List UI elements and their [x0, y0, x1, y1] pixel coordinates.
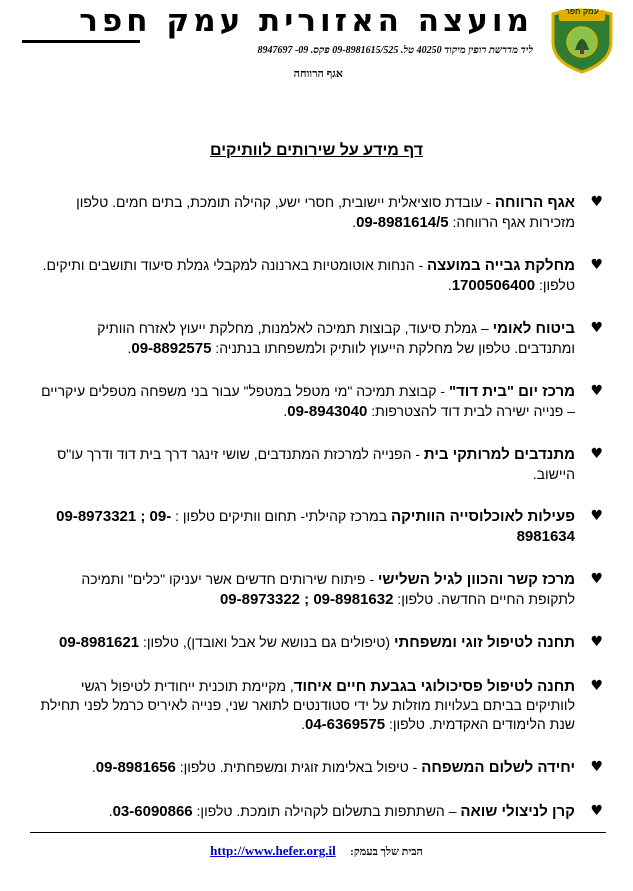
footer-rule — [30, 832, 606, 833]
heart-bullet-icon: ♥ — [590, 508, 603, 524]
service-text: , מקיימת תוכנית ייחודית לטיפול רגשי לוותיקים בביתם בעלויות מוזלות על ידי סטודנטים לתואר שני, פנייה לאיריס כרמל לפני תחילת שנת הלימודים האקדמית. טלפון: — [40, 677, 575, 732]
service-text: - קבוצת תמיכה "מי מטפל במטפל" עבור בני משפחה מטפלים עיקריים – פנייה ישירה לבית דוד להצטרפות: — [41, 383, 575, 419]
service-phone: 03-6090866 — [112, 802, 193, 820]
council-address: ליד מדרשת רופין מיקוד 40250 טל. 09-8981615/525 פקס. 09- 8947697 — [257, 45, 533, 56]
service-text: (טיפולים גם בנושא של אבל ואובדן), טלפון: — [139, 634, 394, 650]
service-phone: 09-8981621 — [58, 634, 140, 651]
department-name: אגף הרווחה — [293, 68, 343, 80]
list-item: ♥ תחנה לטיפול פסיכולוגי בגבעת חיים איחוד, מקיימת תוכנית ייחודית לטיפול רגשי לוותיקים בביתם בעלויות מוזלות על ידי סטודנטים לתואר שני, פנייה לאיריס כרמל לפני תחילת שנת הלימודים האקדמית. טלפון: 04-6369575. — [40, 677, 603, 733]
website-link[interactable]: http://www.hefer.org.il — [210, 843, 336, 858]
header-rule — [22, 40, 140, 43]
service-text: - פיתוח שירותים חדשים אשר יעניקו "כלים" ותמיכה לתקופת החיים החדשה. טלפון: — [81, 571, 575, 607]
heart-bullet-icon: ♥ — [590, 194, 603, 210]
service-phone: 09-8981656 — [95, 759, 176, 776]
service-phone: 09-8981614/5 — [356, 213, 449, 231]
council-name: מועצה האזורית עמק חפר — [79, 3, 533, 39]
service-name: מתנדבים למרותקי בית — [423, 446, 575, 463]
footer — [0, 842, 633, 860]
service-phone: 04-6369575 — [305, 715, 386, 733]
list-item — [33, 570, 603, 609]
list-item — [33, 633, 603, 653]
list-item: ♥ ביטוח לאומי – גמלת סיעוד, קבוצות תמיכה לאלמנות, מחלקת ייעוץ לאזרח הוותיק ומתנדבים. טלפון של מחלקת הייעוץ לוותיק ולמשפחתו בנתניה: 09-8892575. — [97, 320, 603, 357]
heart-bullet-icon: ♥ — [590, 759, 603, 775]
service-text: - עובדת סוציאלית יישובית, חסרי ישע, קהילה תומכת, בתים חמים. טלפון מזכירות אגף הרווחה: — [76, 194, 575, 230]
heart-bullet-icon: ♥ — [590, 677, 603, 694]
list-item: ♥ מרכז יום "בית דוד" - קבוצת תמיכה "מי מטפל במטפל" עבור בני משפחה מטפלים עיקריים – פנייה ישירה לבית דוד להצטרפות: 09-8943040. — [41, 383, 603, 420]
service-phone: 09-8892575 — [131, 339, 212, 357]
service-text: - טיפול באלימות זוגית ומשפחתית. טלפון: — [175, 759, 422, 775]
service-name: תחנה לטיפול זוגי ומשפחתי — [393, 634, 575, 651]
footer-label: הבית שלך בעמק: — [350, 846, 423, 858]
list-item: ♥ אגף הרווחה - עובדת סוציאלית יישובית, חסרי ישע, קהילה תומכת, בתים חמים. טלפון מזכירות אגף הרווחה: 09-8981614/5. — [76, 194, 603, 231]
service-text: – השתתפות בתשלום לקהילה תומכת. טלפון: — [192, 802, 461, 819]
service-name: תחנה לטיפול פסיכולוגי בגבעת חיים איחוד — [293, 677, 575, 695]
service-name: קרן לניצולי שואה — [460, 802, 575, 820]
heart-bullet-icon: ♥ — [590, 257, 603, 273]
service-name: מרכז קשר והכוון לגיל השלישי — [377, 571, 575, 588]
heart-bullet-icon: ♥ — [590, 802, 603, 819]
heart-bullet-icon: ♥ — [590, 571, 603, 587]
list-item — [33, 507, 603, 546]
heart-bullet-icon: ♥ — [590, 446, 603, 462]
services-list — [33, 193, 603, 845]
heart-bullet-icon: ♥ — [590, 383, 603, 399]
service-text: – גמלת סיעוד, קבוצות תמיכה לאלמנות, מחלקת ייעוץ לאזרח הוותיק ומתנדבים. טלפון של מחלקת הייעוץ לוותיק ולמשפחתו בנתניה: — [97, 320, 575, 356]
service-text: - הפנייה למרכזת המתנדבים, שושי זינגר דרך בית דוד ודרך עו"ס היישוב. — [57, 446, 575, 482]
service-text: במרכז קהילתי- תחום וותיקים טלפון : — [171, 508, 391, 524]
service-phone: 09-8973321 ; 09-8981634 — [56, 508, 575, 545]
service-text: - הנחות אוטומטיות בארנונה למקבלי גמלת סיעוד ותושבים ותיקים. טלפון: — [42, 257, 575, 293]
service-phone: 1700506400 — [451, 276, 536, 294]
service-phone: 09-8943040 — [287, 402, 368, 420]
service-name: פעילות לאוכלוסייה הוותיקה — [390, 508, 575, 525]
service-name: מרכז יום "בית דוד" — [448, 383, 575, 400]
service-name: אגף הרווחה — [494, 194, 575, 211]
document-title-wrap — [0, 141, 633, 161]
heart-bullet-icon: ♥ — [590, 634, 603, 650]
service-phone: 09-8973322 ; 09-8981632 — [219, 590, 394, 608]
list-item: ♥ מחלקת גבייה במועצה - הנחות אוטומטיות בארנונה למקבלי גמלת סיעוד ותושבים ותיקים. טלפון: 1700506400. — [42, 257, 603, 294]
list-item: ♥ קרן לניצולי שואה – השתתפות בתשלום לקהילה תומכת. טלפון: 03-6090866. — [108, 802, 603, 820]
list-item — [33, 445, 603, 483]
service-name: מחלקת גבייה במועצה — [427, 257, 575, 274]
service-name: יחידה לשלום המשפחה — [421, 759, 575, 776]
logo-text: עמק חפר — [565, 7, 599, 16]
heart-bullet-icon: ♥ — [590, 320, 603, 336]
list-item: ♥ יחידה לשלום המשפחה - טיפול באלימות זוגית ומשפחתית. טלפון: 09-8981656. — [91, 759, 603, 776]
document-title: דף מידע על שירותים לוותיקים — [210, 142, 423, 159]
service-name: ביטוח לאומי — [492, 320, 575, 337]
